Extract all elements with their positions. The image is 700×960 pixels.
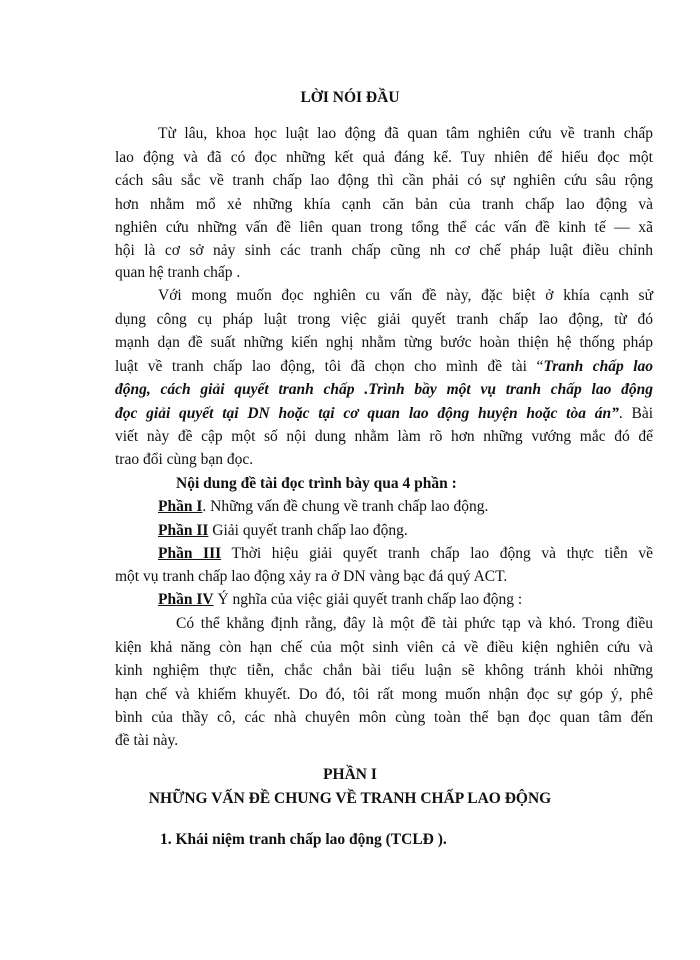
paragraph-line: cách sâu sắc về tranh chấp lao động thì cần phải có sự nghiên cứu sâu rộng [115,172,653,189]
part-label: Phần II [158,522,209,539]
part-text: . Những vấn đề chung về tranh chấp lao động. [202,498,489,515]
paragraph-line [115,404,653,424]
paragraph-line: hạn chế và khiếm khuyết. Do đó, tôi rất mong muốn nhận đọc sự góp ý, phê [115,686,653,703]
part-item [158,544,653,564]
paragraph-line: dụng công cụ pháp luật trong việc giải quyết tranh chấp lao động, từ đó [115,311,653,328]
part-item [158,497,653,517]
paragraph-line: bình của thầy cô, các nhà chuyên môn cùng toàn thể bạn đọc quan tâm đến [115,709,653,726]
paragraph-line: kiện khả năng còn hạn chế của một sinh viên cả về điều kiện nghiên cứu và [115,639,653,656]
text-run: luật về tranh chấp lao động, tôi đã chọn cho mình đề tài “ [115,358,544,375]
section-title: PHẦN I [323,766,377,783]
part-label: Phần III [158,545,222,562]
paragraph-line: viết này đề cập một số nội dung nhằm làm rõ hơn những vướng mắc đó để [115,428,653,445]
part-text: Ý nghĩa của việc giải quyết tranh chấp lao động : [213,591,523,608]
text-run: . Bài [618,405,654,422]
paragraph-line: đề tài này. [115,732,179,749]
paragraph-line: nghiên cứu những vấn đề liên quan trong tổng thể các vấn đề kinh tế — xã [115,219,653,236]
part-text: Thời hiệu giải quyết tranh chấp lao động và thực tiễn về [221,545,653,562]
paragraph-line: kinh nghiệm thực tiễn, chắc chắn bài tiểu luận sẽ không tránh khỏi những [115,662,653,679]
paragraph-line [115,357,653,377]
section-subtitle: NHỮNG VẤN ĐỀ CHUNG VỀ TRANH CHẤP LAO ĐỘNG [148,790,552,807]
paragraph-line: Có thể khẳng định rằng, đây là một đề tài phức tạp và khó. Trong điều [176,615,653,632]
part-item [158,590,653,610]
paragraph-line: Với mong muốn đọc nghiên cu vấn đề này, đặc biệt ở khía cạnh sử [158,287,653,304]
paragraph-line: mạnh dạn đề suất những kiến nghị nhằm từng bước hoàn thiện hệ thống pháp [115,334,653,351]
preface-title: LỜI NÓI ĐẦU [300,89,400,106]
paragraph-line: hơn nhằm mổ xẻ những khía cạnh căn bản của tranh chấp lao động và [115,196,653,213]
paragraph-line: lao động và đã có đọc những kết quả đáng kể. Tuy nhiên để hiểu đọc một [115,149,653,166]
part-text: Giải quyết tranh chấp lao động. [208,522,408,539]
topic-title-run: Tranh chấp lao [543,358,653,375]
paragraph-line: trao đổi cùng bạn đọc. [115,451,254,468]
topic-title-line: động, cách giải quyết tranh chấp .Trình bầy một vụ tranh chấp lao động [115,381,653,398]
part-item [158,521,653,541]
outline-intro: Nội dung đề tài đọc trình bày qua 4 phần : [176,475,457,492]
part-item-continuation: một vụ tranh chấp lao động xảy ra ở DN vàng bạc đá quý ACT. [115,568,508,585]
paragraph-line: hội là cơ sở nảy sinh các tranh chấp cũng nh cơ chế pháp luật điều chỉnh [115,242,653,259]
subsection-heading: 1. Khái niệm tranh chấp lao động (TCLĐ ). [160,831,447,848]
paragraph-line: Từ lâu, khoa học luật lao động đã quan tâm nghiên cứu về tranh chấp [158,125,653,142]
topic-title-run: đọc giải quyết tại DN hoặc tại cơ quan lao động huyện hoặc tòa án” [115,405,619,422]
part-label: Phần I [158,498,203,515]
part-label: Phần IV [158,591,214,608]
paragraph-line: quan hệ tranh chấp . [115,264,241,281]
